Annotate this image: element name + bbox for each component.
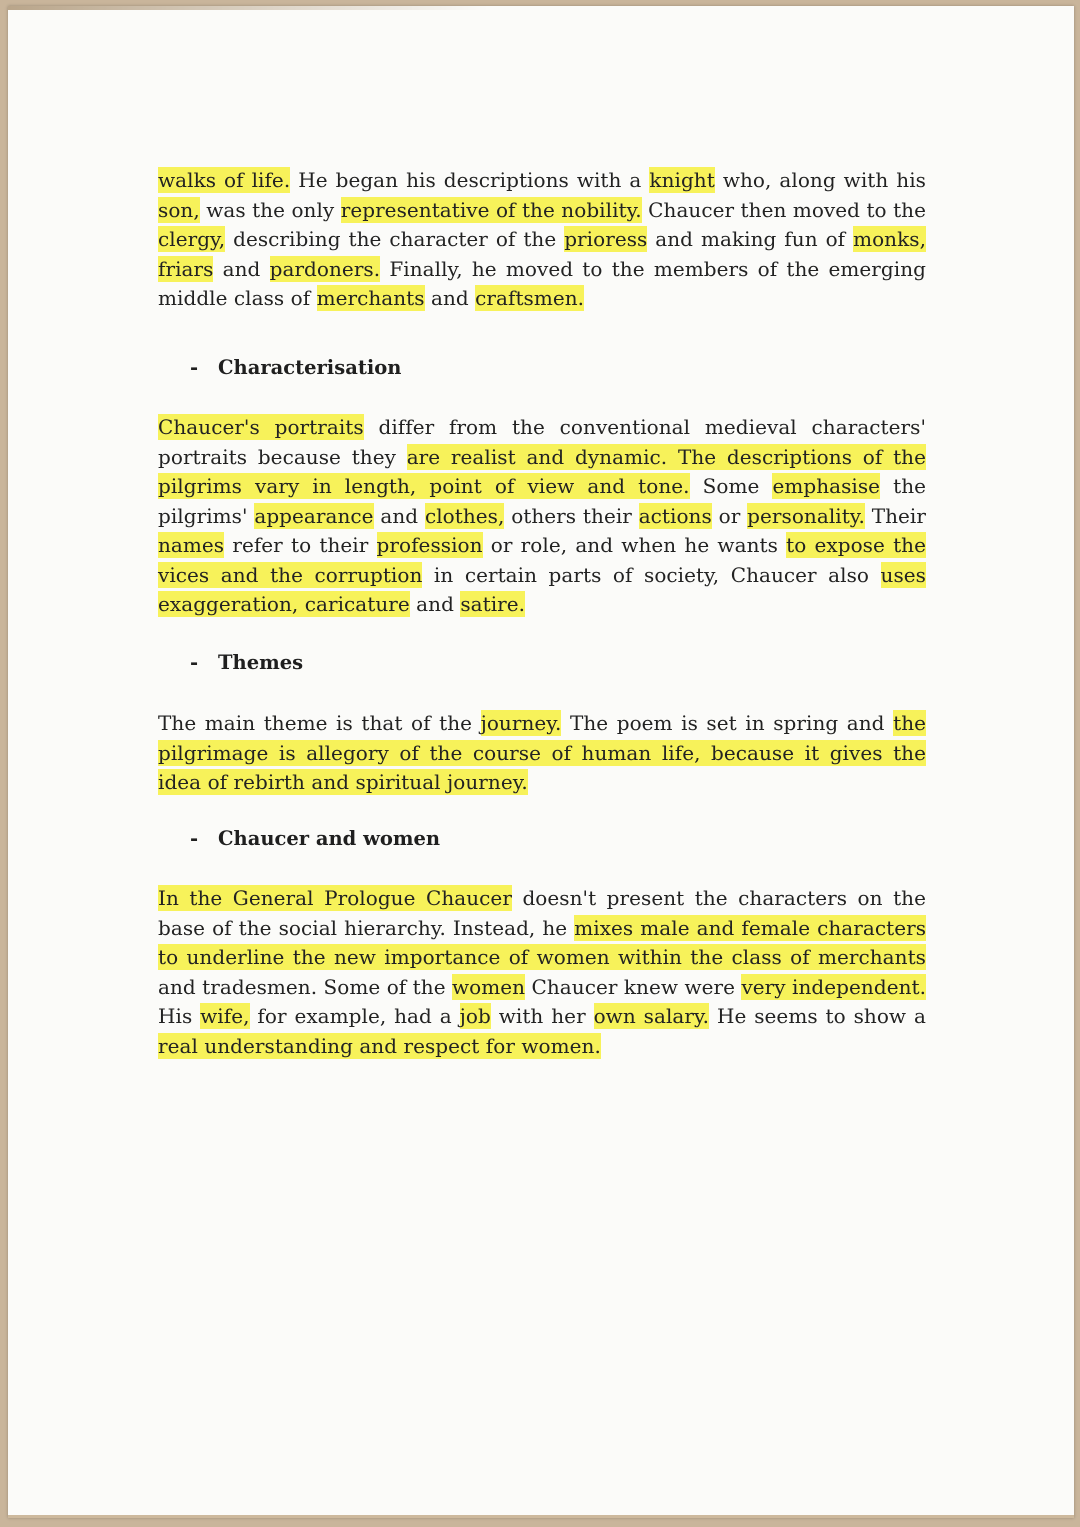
highlighted-text: own salary. — [593, 1004, 710, 1028]
text-run: Chaucer then moved to the — [641, 197, 926, 222]
highlighted-text: son, — [158, 197, 200, 222]
highlighted-text: mixes male and female characters to underline the new importance of women within the class of merchants — [158, 915, 927, 969]
bullet-dash: - — [190, 827, 199, 850]
text-run: and — [409, 592, 461, 616]
paragraph-chaucer-and-women — [158, 884, 926, 1061]
highlighted-text: clothes, — [424, 503, 505, 528]
text-run: and tradesmen. Some of the — [158, 974, 453, 999]
highlighted-text: because it gives the idea of rebirth and spiritual journey. — [158, 740, 926, 794]
text-run: was the only — [199, 197, 341, 222]
text-run: middle class of — [158, 286, 317, 310]
highlighted-text: clergy, — [158, 227, 226, 251]
highlighted-text: pardoners. — [269, 256, 381, 281]
text-run: who, along with his — [714, 168, 926, 192]
paragraph-social-classes — [158, 166, 926, 314]
text-run: with her — [490, 1004, 594, 1028]
text-run: and — [373, 503, 425, 528]
text-run: in certain parts of society, Chaucer also — [422, 562, 881, 587]
bullet-dash: - — [190, 356, 199, 379]
highlighted-text: actions — [638, 503, 712, 528]
paper-top-edge-shadow — [8, 6, 488, 10]
text-run: His — [158, 1004, 201, 1028]
heading-themes — [158, 651, 303, 674]
highlighted-text: craftsmen. — [475, 286, 585, 310]
highlighted-text: women — [452, 974, 526, 999]
highlighted-text: personality. — [747, 503, 865, 528]
heading-title: Characterisation — [218, 356, 402, 379]
highlighted-text: job — [459, 1004, 491, 1028]
text-run: He seems to show a — [709, 1004, 926, 1028]
heading-chaucer-and-women — [158, 827, 440, 850]
highlighted-text: merchants — [316, 286, 425, 310]
highlighted-text: representative of the nobility. — [340, 197, 642, 222]
paragraph-characterisation — [158, 413, 926, 620]
highlighted-text: are realist and dynamic. The descriptions of the pilgrims vary in length, point of view and tone. — [158, 444, 926, 498]
highlighted-text: knight — [649, 168, 715, 192]
highlighted-text: satire. — [460, 592, 526, 616]
highlighted-text: to expose the vices and the corruption — [158, 533, 926, 587]
text-run: and making fun of — [647, 227, 854, 251]
paper-sheet — [8, 6, 1074, 1518]
text-run: Some — [689, 474, 773, 498]
text-run: or — [711, 503, 748, 528]
text-run: Finally, he moved to the members of the emerging — [380, 256, 926, 281]
text-run: others their — [504, 503, 639, 528]
text-run: He began his descriptions with a — [290, 168, 650, 192]
heading-title: Chaucer and women — [218, 827, 441, 850]
highlighted-text: appearance — [254, 503, 374, 528]
heading-title: Themes — [218, 651, 304, 674]
text-run: Their — [864, 503, 926, 528]
text-run: The poem is set in spring and — [561, 711, 894, 735]
text-run: for example, had a — [249, 1004, 460, 1028]
text-run: Chaucer knew were — [525, 974, 742, 999]
highlighted-text: the pilgrimage is allegory of the course of human life, — [158, 711, 927, 765]
highlighted-text: In the General Prologue Chaucer — [158, 886, 512, 910]
highlighted-text: wife, — [200, 1004, 250, 1028]
paper-bottom-edge — [8, 1515, 1074, 1518]
highlighted-text: monks, friars — [158, 227, 926, 281]
text-run: doesn't present the characters on the base of the social hierarchy. Instead, he — [158, 886, 926, 940]
highlighted-text: uses exaggeration, caricature — [158, 562, 926, 616]
highlighted-text: journey. — [480, 711, 562, 735]
highlighted-text: emphasise — [772, 474, 881, 498]
text-run: refer to their — [224, 533, 377, 557]
paragraph-themes — [158, 709, 926, 798]
text-run: describing the character of the — [225, 227, 565, 251]
text-run: differ from the conventional medieval characters' portraits because they — [158, 415, 926, 469]
heading-characterisation — [158, 356, 401, 379]
text-run: and — [424, 286, 476, 310]
highlighted-text: names — [158, 533, 225, 557]
highlighted-text: very independent. — [741, 974, 926, 999]
text-run: The main theme is that of the — [158, 711, 481, 735]
text-run: and — [213, 256, 270, 281]
highlighted-text: prioress — [564, 227, 648, 251]
highlighted-text: walks of life. — [158, 168, 291, 192]
text-run: the pilgrims' — [158, 474, 927, 528]
highlighted-text: profession — [376, 533, 483, 557]
bullet-dash: - — [190, 651, 199, 674]
text-run: or role, and when he wants — [482, 533, 787, 557]
highlighted-text: real understanding and respect for women. — [158, 1033, 601, 1058]
highlighted-text: Chaucer's portraits — [158, 415, 364, 439]
